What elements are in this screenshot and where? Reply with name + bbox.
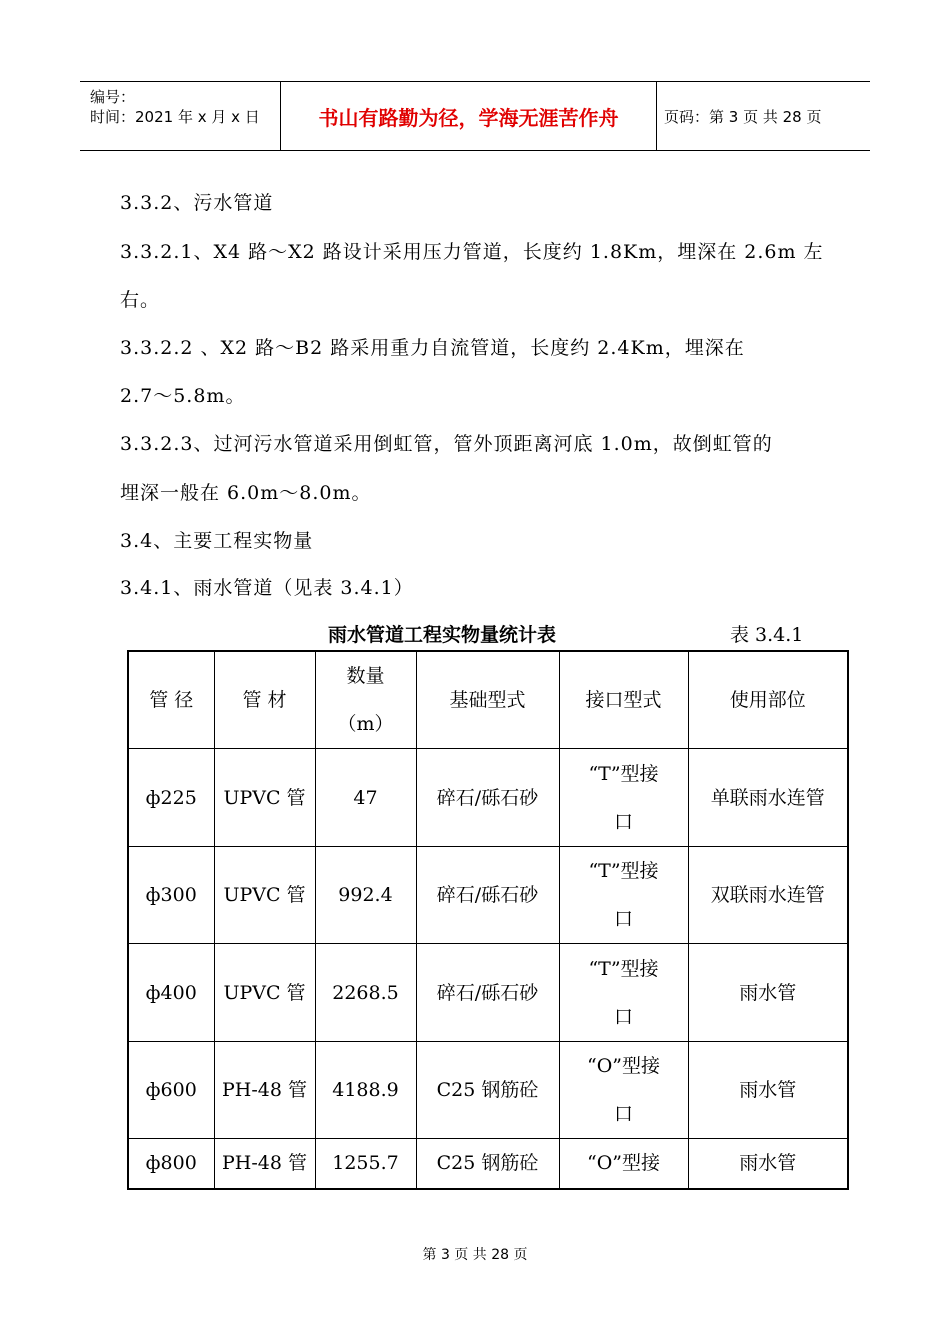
table-cell: 雨水管 [688,944,848,1042]
joint-type-line: “T”型接 [588,860,659,882]
header-cell: 管 径 [128,651,214,749]
table-row [128,944,848,1042]
table-cell: UPVC 管 [214,749,315,847]
number-label: 编号： [90,88,136,106]
table-cell: C25 钢筋砼 [416,1042,559,1139]
paragraph-line: 右。 [120,289,161,311]
table-cell: 4188.9 [315,1042,416,1139]
table-number: 表 3.4.1 [730,624,804,646]
header-cell: 管 材 [214,651,315,749]
table-cell: PH-48 管 [214,1042,315,1139]
table-cell: 碎石/砾石砂 [416,944,559,1042]
table-cell: ф400 [128,944,214,1042]
table-cell: 992.4 [315,847,416,944]
page-code: 页码：第 3 页 共 28 页 [664,107,822,126]
header-page-cell [656,82,870,150]
data-table [127,650,849,1190]
joint-type-line: “T”型接 [588,762,659,785]
table-cell: ф600 [128,1042,214,1139]
page-footer: 第 3 页 共 28 页 [422,1247,528,1263]
header-quantity: 数量 [346,665,385,687]
page-header [80,81,870,151]
joint-type-line: 口 [613,908,633,930]
paragraph-line: 埋深一般在 6.0m～8.0m。 [120,482,372,504]
paragraph-line: 3.3.2.3、过河污水管道采用倒虹管，管外顶距离河底 1.0m，故倒虹管的 [120,433,773,455]
table-row [128,1042,848,1139]
header-unit: （m） [337,713,394,735]
paragraph-line: 2.7～5.8m。 [120,385,246,407]
joint-type-line: “T”型接 [588,957,659,980]
table-cell: UPVC 管 [214,944,315,1042]
table-cell: 碎石/砾石砂 [416,847,559,944]
header-motto-cell [280,82,657,150]
table-caption: 雨水管道工程实物量统计表 [328,624,557,646]
header-info-cell [80,82,280,150]
table-cell: PH-48 管 [214,1139,315,1189]
table-cell: ф225 [128,749,214,847]
paragraph-line: 3.3.2、污水管道 [120,192,274,214]
paragraph-line: 3.3.2.1、X4 路～X2 路设计采用压力管道，长度约 1.8Km，埋深在 2.6m 左 [120,241,824,263]
paragraph-line: 3.3.2.2 、X2 路～B2 路采用重力自流管道，长度约 2.4Km，埋深在 [120,337,745,359]
table-cell [559,1042,688,1139]
header-cell: 使用部位 [688,651,848,749]
motto: 书山有路勤为径，学海无涯苦作舟 [318,105,619,130]
joint-type-line: 口 [613,1005,633,1028]
table-cell: 单联雨水连管 [688,749,848,847]
table-row [128,749,848,847]
section-heading: 3.4.1、雨水管道（见表 3.4.1） [120,577,414,599]
header-cell: 基础型式 [416,651,559,749]
joint-type-line: 口 [613,1103,633,1125]
header-cell: 接口型式 [559,651,688,749]
table-cell [559,847,688,944]
joint-type-line: “O”型接 [586,1055,660,1077]
table-cell [559,944,688,1042]
joint-type-line: 口 [613,810,633,833]
table-cell: C25 钢筋砼 [416,1139,559,1189]
table-header-row [128,651,848,749]
table-cell: 47 [315,749,416,847]
table-cell: 雨水管 [688,1042,848,1139]
table-cell: “O”型接 [559,1139,688,1189]
table-cell: 碎石/砾石砂 [416,749,559,847]
table-cell [559,749,688,847]
table-row [128,1139,848,1189]
table-cell: 1255.7 [315,1139,416,1189]
section-heading: 3.4、主要工程实物量 [120,530,314,552]
table-cell: UPVC 管 [214,847,315,944]
table-cell: ф800 [128,1139,214,1189]
header-cell [315,651,416,749]
table-cell: 2268.5 [315,944,416,1042]
table-cell: 双联雨水连管 [688,847,848,944]
time-label: 时间：2021 年 x 月 x 日 [90,108,260,126]
table-row [128,847,848,944]
table-cell: 雨水管 [688,1139,848,1189]
table-cell: ф300 [128,847,214,944]
